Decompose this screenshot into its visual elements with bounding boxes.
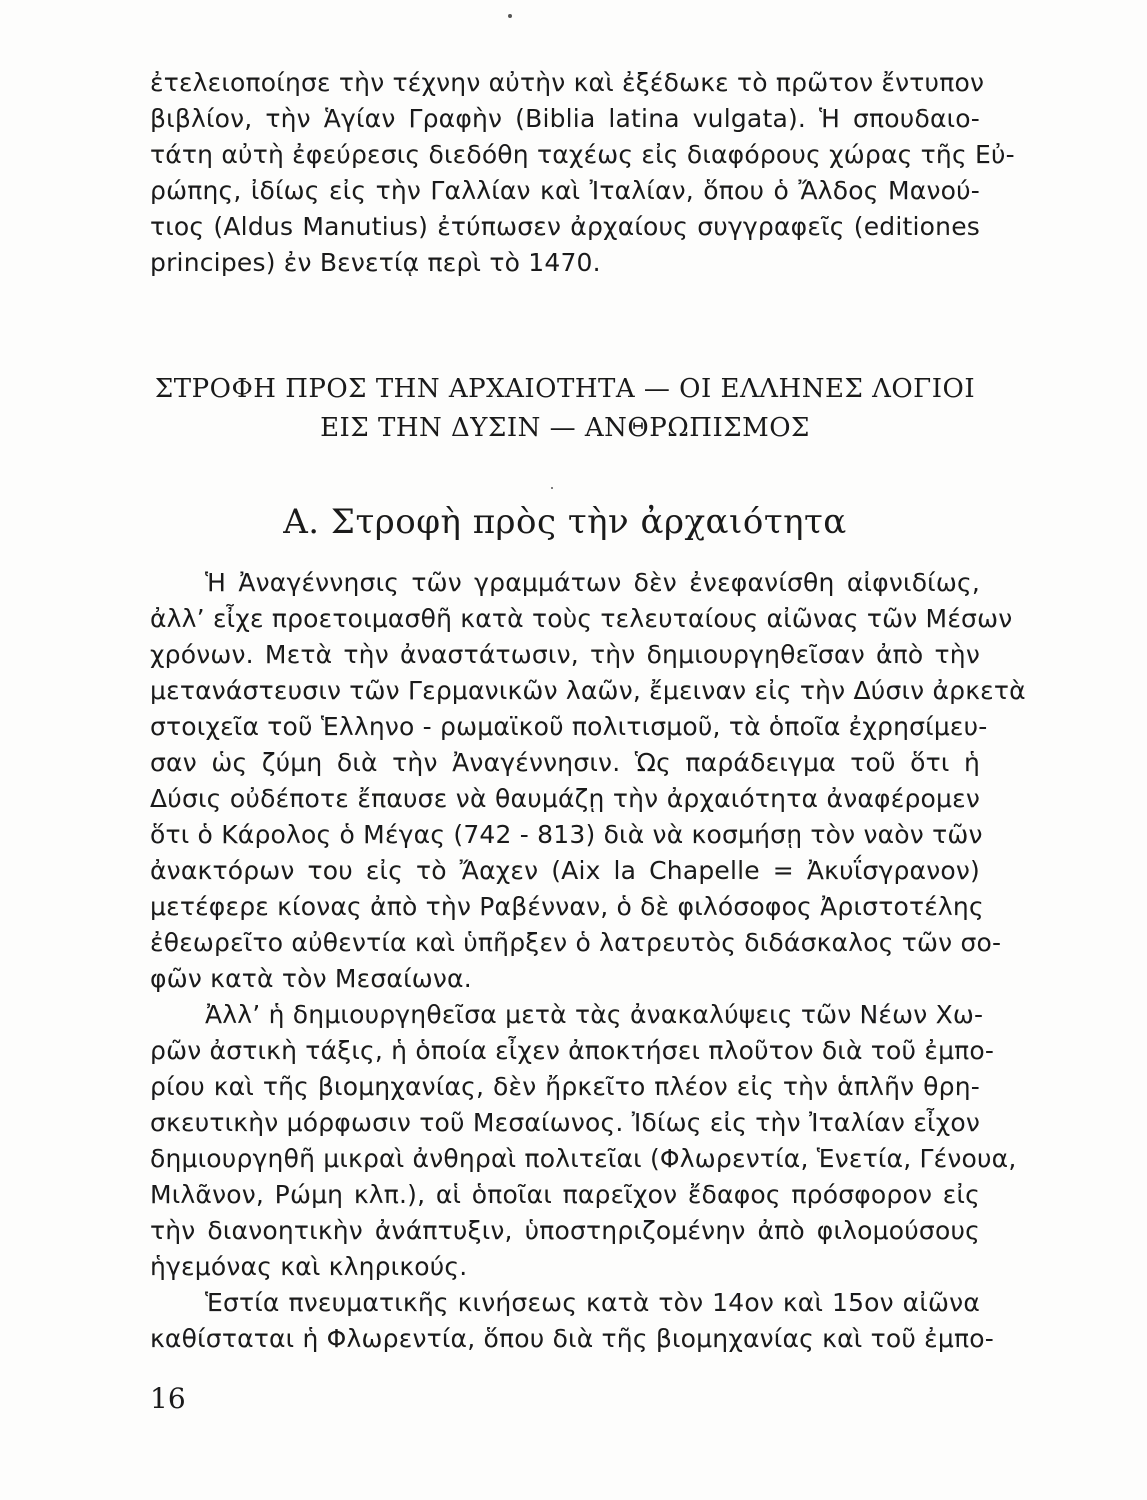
section-title: Α. Στροφὴ πρὸς τὴν ἀρχαιότητα bbox=[283, 502, 847, 542]
body-line-20: ἡγεμόνας καὶ κληρικούς. bbox=[150, 1252, 468, 1281]
body-line-14: ρῶν ἀστικὴ τάξις, ἡ ὁποία εἶχεν ἀποκτήσει πλοῦτον διὰ τοῦ ἐμπο- bbox=[150, 1036, 995, 1065]
chapter-heading-line-2: ΕΙΣ ΤΗΝ ΔΥΣΙΝ — ΑΝΘΡΩΠΙΣΜΟΣ bbox=[320, 413, 810, 443]
body-line-2: ἀλλ’ εἶχε προετοιμασθῆ κατὰ τοὺς τελευταίους αἰῶνας τῶν Μέσων bbox=[150, 604, 1013, 633]
intro-line-2: βιβλίον, τὴν Ἁγίαν Γραφὴν (Biblia latina vulgata). Ἡ σπουδαιο- bbox=[150, 104, 980, 133]
intro-line-1: ἐτελειοποίησε τὴν τέχνην αὐτὴν καὶ ἐξέδωκε τὸ πρῶτον ἔντυπον bbox=[150, 68, 985, 97]
body-line-11: ἐθεωρεῖτο αὐθεντία καὶ ὑπῆρξεν ὁ λατρευτὸς διδάσκαλος τῶν σο- bbox=[150, 928, 1002, 957]
body-line-9: ἀνακτόρων του εἰς τὸ Ἄαχεν (Aix la Chapelle = Ἀκυΐσγρανον) bbox=[150, 856, 980, 885]
scan-speck bbox=[508, 14, 512, 18]
body-line-7: Δύσις οὐδέποτε ἔπαυσε νὰ θαυμάζῃ τὴν ἀρχαιότητα ἀναφέρομεν bbox=[150, 784, 980, 813]
body-line-8: ὅτι ὁ Κάρολος ὁ Μέγας (742 - 813) διὰ νὰ κοσμήσῃ τὸν ναὸν τῶν bbox=[150, 820, 983, 849]
body-line-18: Μιλᾶνον, Ρώμη κλπ.), αἱ ὁποῖαι παρεῖχον ἔδαφος πρόσφορον εἰς bbox=[150, 1180, 980, 1209]
body-line-15: ρίου καὶ τῆς βιομηχανίας, δὲν ἤρκεῖτο πλέον εἰς τὴν ἁπλῆν θρη- bbox=[150, 1072, 980, 1101]
body-line-5: στοιχεῖα τοῦ Ἑλληνο - ρωμαϊκοῦ πολιτισμοῦ, τὰ ὁποῖα ἐχρησίμευ- bbox=[150, 712, 988, 741]
body-line-13: Ἀλλ’ ἡ δημιουργηθεῖσα μετὰ τὰς ἀνακαλύψεις τῶν Νέων Χω- bbox=[205, 1000, 984, 1029]
body-line-17: δημιουργηθῆ μικραὶ ἀνθηραὶ πολιτεῖαι (Φλωρεντία, Ἑνετία, Γένουα, bbox=[150, 1144, 1017, 1173]
body-line-10: μετέφερε κίονας ἀπὸ τὴν Ραβένναν, ὁ δὲ φιλόσοφος Ἀριστοτέλης bbox=[150, 892, 984, 921]
page-number: 16 bbox=[150, 1382, 186, 1415]
body-line-21: Ἑστία πνευματικῆς κινήσεως κατὰ τὸν 14ον καὶ 15ον αἰῶνα bbox=[205, 1288, 980, 1317]
body-line-12: φῶν κατὰ τὸν Μεσαίωνα. bbox=[150, 964, 472, 993]
body-line-19: τὴν διανοητικὴν ἀνάπτυξιν, ὑποστηριζομένην ἀπὸ φιλομούσους bbox=[150, 1216, 980, 1245]
body-line-1: Ἡ Ἀναγέννησις τῶν γραμμάτων δὲν ἐνεφανίσθη αἰφνιδίως, bbox=[205, 568, 980, 597]
intro-line-4: ρώπης, ἰδίως εἰς τὴν Γαλλίαν καὶ Ἰταλίαν, ὅπου ὁ Ἄλδος Μανού- bbox=[150, 176, 980, 205]
intro-line-5: τιος (Aldus Manutius) ἐτύπωσεν ἀρχαίους συγγραφεῖς (editiones bbox=[150, 212, 980, 241]
intro-line-3: τάτη αὐτὴ ἐφεύρεσις διεδόθη ταχέως εἰς διαφόρους χώρας τῆς Εὐ- bbox=[150, 140, 1015, 169]
body-line-3: χρόνων. Μετὰ τὴν ἀναστάτωσιν, τὴν δημιουργηθεῖσαν ἀπὸ τὴν bbox=[150, 640, 980, 669]
chapter-heading-line-1: ΣΤΡΟΦΗ ΠΡΟΣ ΤΗΝ ΑΡΧΑΙΟΤΗΤΑ — ΟΙ ΕΛΛΗΝΕΣ ΛΟΓΙΟΙ bbox=[154, 374, 976, 404]
body-line-22: καθίσταται ἡ Φλωρεντία, ὅπου διὰ τῆς βιομηχανίας καὶ τοῦ ἐμπο- bbox=[150, 1324, 994, 1353]
intro-line-6: principes) ἐν Βενετίᾳ περὶ τὸ 1470. bbox=[150, 248, 601, 277]
body-line-6: σαν ὡς ζύμη διὰ τὴν Ἀναγέννησιν. Ὡς παράδειγμα τοῦ ὅτι ἡ bbox=[150, 748, 980, 777]
body-line-4: μετανάστευσιν τῶν Γερμανικῶν λαῶν, ἔμειναν εἰς τὴν Δύσιν ἀρκετὰ bbox=[150, 676, 1026, 705]
scan-speck bbox=[551, 487, 553, 489]
body-line-16: σκευτικὴν μόρφωσιν τοῦ Μεσαίωνος. Ἰδίως εἰς τὴν Ἰταλίαν εἶχον bbox=[150, 1108, 980, 1137]
